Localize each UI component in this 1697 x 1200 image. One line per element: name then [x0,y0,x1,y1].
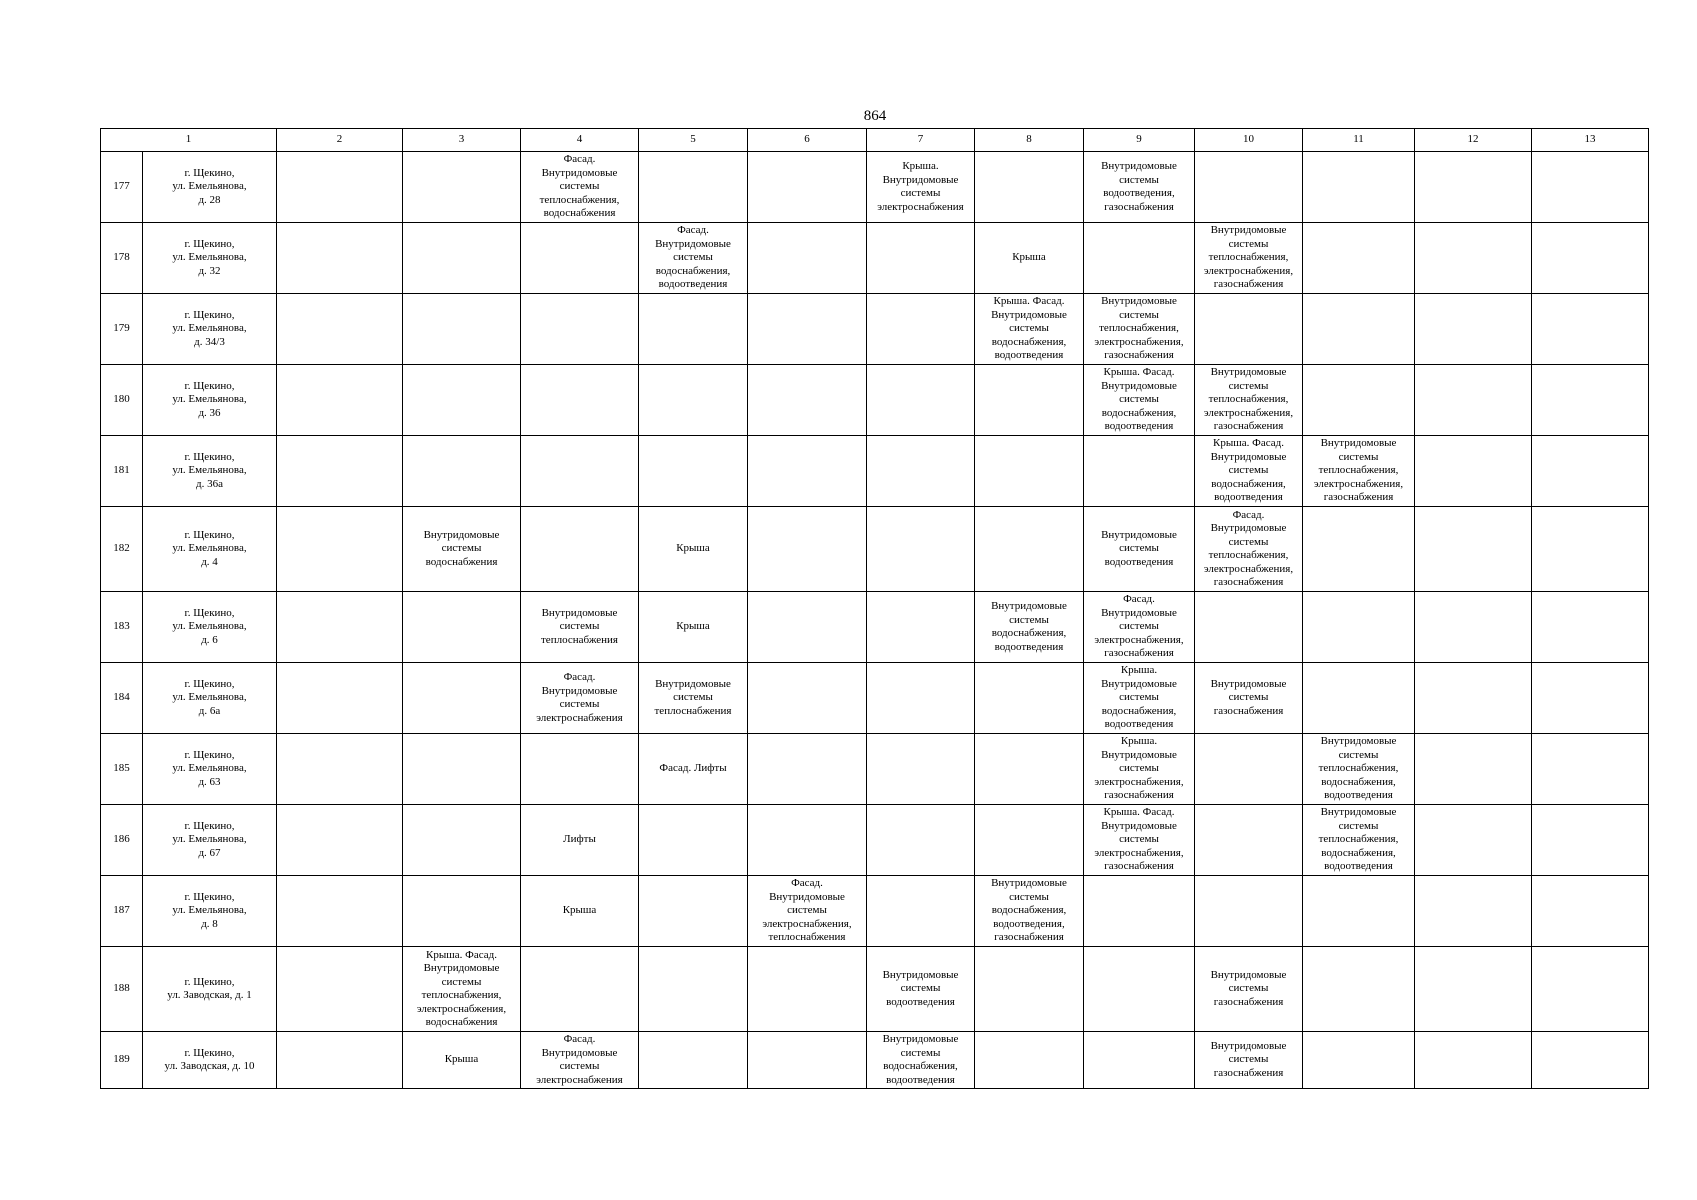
work-cell-9 [1084,223,1195,294]
work-cell-7 [867,507,975,592]
work-cell-5 [639,947,748,1032]
work-cell-3 [403,734,521,805]
work-cell-7 [867,436,975,507]
work-cell-13 [1532,294,1649,365]
work-cell-2 [277,663,403,734]
work-cell-2 [277,805,403,876]
work-cell-2 [277,734,403,805]
work-cell-4: Лифты [521,805,639,876]
work-cell-3 [403,152,521,223]
work-cell-5 [639,876,748,947]
row-number-cell: 178 [101,223,143,294]
work-cell-11 [1303,947,1415,1032]
work-cell-10: Фасад. Внутридомовые системы теплоснабжения, электроснабжения, газоснабжения [1195,507,1303,592]
work-cell-9: Крыша. Внутридомовые системы водоснабжения, водоотведения [1084,663,1195,734]
address-cell: г. Щекино, ул. Емельянова, д. 36 [143,365,277,436]
work-cell-12 [1415,507,1532,592]
work-cell-2 [277,947,403,1032]
work-cell-12 [1415,592,1532,663]
work-cell-11: Внутридомовые системы теплоснабжения, водоснабжения, водоотведения [1303,734,1415,805]
work-cell-4 [521,436,639,507]
header-cell: 13 [1532,129,1649,152]
work-cell-6 [748,436,867,507]
repair-schedule-table [100,128,1649,1089]
work-cell-8: Крыша. Фасад. Внутридомовые системы водоснабжения, водоотведения [975,294,1084,365]
work-cell-12 [1415,365,1532,436]
work-cell-7 [867,592,975,663]
work-cell-8 [975,1032,1084,1089]
work-cell-12 [1415,876,1532,947]
work-cell-4: Внутридомовые системы теплоснабжения [521,592,639,663]
work-cell-7 [867,805,975,876]
work-cell-13 [1532,1032,1649,1089]
work-cell-11 [1303,876,1415,947]
work-cell-9: Крыша. Фасад. Внутридомовые системы водоснабжения, водоотведения [1084,365,1195,436]
work-cell-12 [1415,663,1532,734]
row-number-cell: 180 [101,365,143,436]
work-cell-2 [277,876,403,947]
work-cell-9: Внутридомовые системы водоотведения, газоснабжения [1084,152,1195,223]
work-cell-11: Внутридомовые системы теплоснабжения, электроснабжения, газоснабжения [1303,436,1415,507]
table-row [101,1032,1649,1089]
table-row [101,734,1649,805]
work-cell-11 [1303,294,1415,365]
work-cell-12 [1415,223,1532,294]
work-cell-2 [277,436,403,507]
work-cell-7 [867,223,975,294]
work-cell-5: Внутридомовые системы теплоснабжения [639,663,748,734]
work-cell-2 [277,223,403,294]
row-number-cell: 182 [101,507,143,592]
work-cell-10 [1195,592,1303,663]
work-cell-4: Фасад. Внутридомовые системы теплоснабжения, водоснабжения [521,152,639,223]
work-cell-6 [748,152,867,223]
work-cell-3: Внутридомовые системы водоснабжения [403,507,521,592]
work-cell-2 [277,507,403,592]
address-cell: г. Щекино, ул. Емельянова, д. 36а [143,436,277,507]
work-cell-12 [1415,294,1532,365]
work-cell-9: Внутридомовые системы теплоснабжения, электроснабжения, газоснабжения [1084,294,1195,365]
address-cell: г. Щекино, ул. Заводская, д. 1 [143,947,277,1032]
work-cell-4 [521,365,639,436]
work-cell-5 [639,152,748,223]
table-row [101,663,1649,734]
work-cell-7: Внутридомовые системы водоотведения [867,947,975,1032]
work-cell-13 [1532,876,1649,947]
work-cell-9 [1084,1032,1195,1089]
work-cell-4: Крыша [521,876,639,947]
header-cell: 12 [1415,129,1532,152]
work-cell-9: Фасад. Внутридомовые системы электроснабжения, газоснабжения [1084,592,1195,663]
work-cell-11 [1303,365,1415,436]
work-cell-6: Фасад. Внутридомовые системы электроснабжения, теплоснабжения [748,876,867,947]
table-row [101,947,1649,1032]
work-cell-9: Внутридомовые системы водоотведения [1084,507,1195,592]
header-cell: 5 [639,129,748,152]
header-cell: 9 [1084,129,1195,152]
work-cell-10: Внутридомовые системы газоснабжения [1195,663,1303,734]
work-cell-4 [521,507,639,592]
work-cell-12 [1415,805,1532,876]
work-cell-12 [1415,436,1532,507]
work-cell-3 [403,365,521,436]
work-cell-8: Крыша [975,223,1084,294]
work-cell-9 [1084,436,1195,507]
work-cell-7 [867,734,975,805]
work-cell-7: Внутридомовые системы водоснабжения, водоотведения [867,1032,975,1089]
work-cell-8 [975,436,1084,507]
work-cell-3 [403,436,521,507]
work-cell-13 [1532,592,1649,663]
work-cell-10 [1195,294,1303,365]
work-cell-3 [403,663,521,734]
work-cell-5: Фасад. Лифты [639,734,748,805]
work-cell-11 [1303,592,1415,663]
work-cell-6 [748,734,867,805]
header-cell: 4 [521,129,639,152]
table-row [101,592,1649,663]
work-cell-8 [975,507,1084,592]
work-cell-5 [639,294,748,365]
work-cell-5 [639,436,748,507]
table-row [101,436,1649,507]
work-cell-2 [277,1032,403,1089]
work-cell-5 [639,365,748,436]
work-cell-12 [1415,152,1532,223]
work-cell-9: Крыша. Фасад. Внутридомовые системы электроснабжения, газоснабжения [1084,805,1195,876]
row-number-cell: 183 [101,592,143,663]
table-row [101,876,1649,947]
work-cell-6 [748,663,867,734]
table-row [101,223,1649,294]
work-cell-7: Крыша. Внутридомовые системы электроснабжения [867,152,975,223]
row-number-cell: 179 [101,294,143,365]
address-cell: г. Щекино, ул. Емельянова, д. 8 [143,876,277,947]
row-number-cell: 181 [101,436,143,507]
address-cell: г. Щекино, ул. Емельянова, д. 6 [143,592,277,663]
work-cell-6 [748,947,867,1032]
work-cell-8: Внутридомовые системы водоснабжения, водоотведения, газоснабжения [975,876,1084,947]
work-cell-2 [277,152,403,223]
work-cell-9 [1084,876,1195,947]
work-cell-6 [748,592,867,663]
address-cell: г. Щекино, ул. Емельянова, д. 4 [143,507,277,592]
address-cell: г. Щекино, ул. Емельянова, д. 28 [143,152,277,223]
work-cell-12 [1415,1032,1532,1089]
work-cell-11 [1303,223,1415,294]
work-cell-11 [1303,152,1415,223]
work-cell-2 [277,365,403,436]
work-cell-13 [1532,436,1649,507]
work-cell-7 [867,876,975,947]
work-cell-6 [748,1032,867,1089]
column-number-header [101,129,1649,152]
work-cell-4 [521,947,639,1032]
work-cell-5: Фасад. Внутридомовые системы водоснабжения, водоотведения [639,223,748,294]
work-cell-10 [1195,734,1303,805]
address-cell: г. Щекино, ул. Емельянова, д. 34/3 [143,294,277,365]
row-number-cell: 186 [101,805,143,876]
work-cell-4 [521,734,639,805]
table-row [101,805,1649,876]
work-cell-8 [975,734,1084,805]
header-cell: 11 [1303,129,1415,152]
work-cell-4 [521,294,639,365]
work-cell-2 [277,592,403,663]
header-cell: 7 [867,129,975,152]
header-cell: 3 [403,129,521,152]
work-cell-7 [867,663,975,734]
work-cell-3: Крыша. Фасад. Внутридомовые системы теплоснабжения, электроснабжения, водоснабжения [403,947,521,1032]
work-cell-10: Внутридомовые системы теплоснабжения, электроснабжения, газоснабжения [1195,365,1303,436]
table-body [101,152,1649,1089]
work-cell-3 [403,805,521,876]
work-cell-13 [1532,805,1649,876]
address-cell: г. Щекино, ул. Заводская, д. 10 [143,1032,277,1089]
work-cell-5: Крыша [639,592,748,663]
row-number-cell: 184 [101,663,143,734]
work-cell-3 [403,294,521,365]
work-cell-6 [748,507,867,592]
work-cell-4 [521,223,639,294]
work-cell-13 [1532,223,1649,294]
work-cell-11 [1303,663,1415,734]
work-cell-10: Внутридомовые системы газоснабжения [1195,1032,1303,1089]
table-row [101,365,1649,436]
work-cell-13 [1532,507,1649,592]
work-cell-10 [1195,152,1303,223]
header-cell: 8 [975,129,1084,152]
work-cell-12 [1415,734,1532,805]
work-cell-10: Внутридомовые системы теплоснабжения, электроснабжения, газоснабжения [1195,223,1303,294]
row-number-cell: 177 [101,152,143,223]
address-cell: г. Щекино, ул. Емельянова, д. 67 [143,805,277,876]
work-cell-6 [748,223,867,294]
work-cell-7 [867,294,975,365]
work-cell-13 [1532,152,1649,223]
work-cell-6 [748,365,867,436]
work-cell-12 [1415,947,1532,1032]
work-cell-11: Внутридомовые системы теплоснабжения, водоснабжения, водоотведения [1303,805,1415,876]
work-cell-8 [975,365,1084,436]
work-cell-3 [403,592,521,663]
work-cell-5: Крыша [639,507,748,592]
work-cell-8 [975,805,1084,876]
row-number-cell: 189 [101,1032,143,1089]
address-cell: г. Щекино, ул. Емельянова, д. 63 [143,734,277,805]
work-cell-11 [1303,1032,1415,1089]
work-cell-3: Крыша [403,1032,521,1089]
work-cell-10: Крыша. Фасад. Внутридомовые системы водоснабжения, водоотведения [1195,436,1303,507]
header-cell: 6 [748,129,867,152]
work-cell-13 [1532,365,1649,436]
work-cell-8 [975,947,1084,1032]
row-number-cell: 188 [101,947,143,1032]
work-cell-4: Фасад. Внутридомовые системы электроснабжения [521,663,639,734]
table-row [101,294,1649,365]
work-cell-3 [403,223,521,294]
work-cell-8 [975,152,1084,223]
work-cell-10 [1195,805,1303,876]
work-cell-6 [748,805,867,876]
work-cell-6 [748,294,867,365]
table-row [101,152,1649,223]
table-row [101,507,1649,592]
work-cell-13 [1532,663,1649,734]
address-cell: г. Щекино, ул. Емельянова, д. 6а [143,663,277,734]
work-cell-7 [867,365,975,436]
header-cell: 10 [1195,129,1303,152]
work-cell-9: Крыша. Внутридомовые системы электроснабжения, газоснабжения [1084,734,1195,805]
work-cell-9 [1084,947,1195,1032]
work-cell-8: Внутридомовые системы водоснабжения, водоотведения [975,592,1084,663]
work-cell-10: Внутридомовые системы газоснабжения [1195,947,1303,1032]
work-cell-2 [277,294,403,365]
address-cell: г. Щекино, ул. Емельянова, д. 32 [143,223,277,294]
work-cell-10 [1195,876,1303,947]
work-cell-13 [1532,947,1649,1032]
row-number-cell: 185 [101,734,143,805]
header-cell: 2 [277,129,403,152]
work-cell-8 [975,663,1084,734]
work-cell-13 [1532,734,1649,805]
work-cell-4: Фасад. Внутридомовые системы электроснабжения [521,1032,639,1089]
page-number: 864 [863,108,887,124]
work-cell-11 [1303,507,1415,592]
header-cell: 1 [101,129,277,152]
row-number-cell: 187 [101,876,143,947]
work-cell-5 [639,1032,748,1089]
work-cell-5 [639,805,748,876]
work-cell-3 [403,876,521,947]
